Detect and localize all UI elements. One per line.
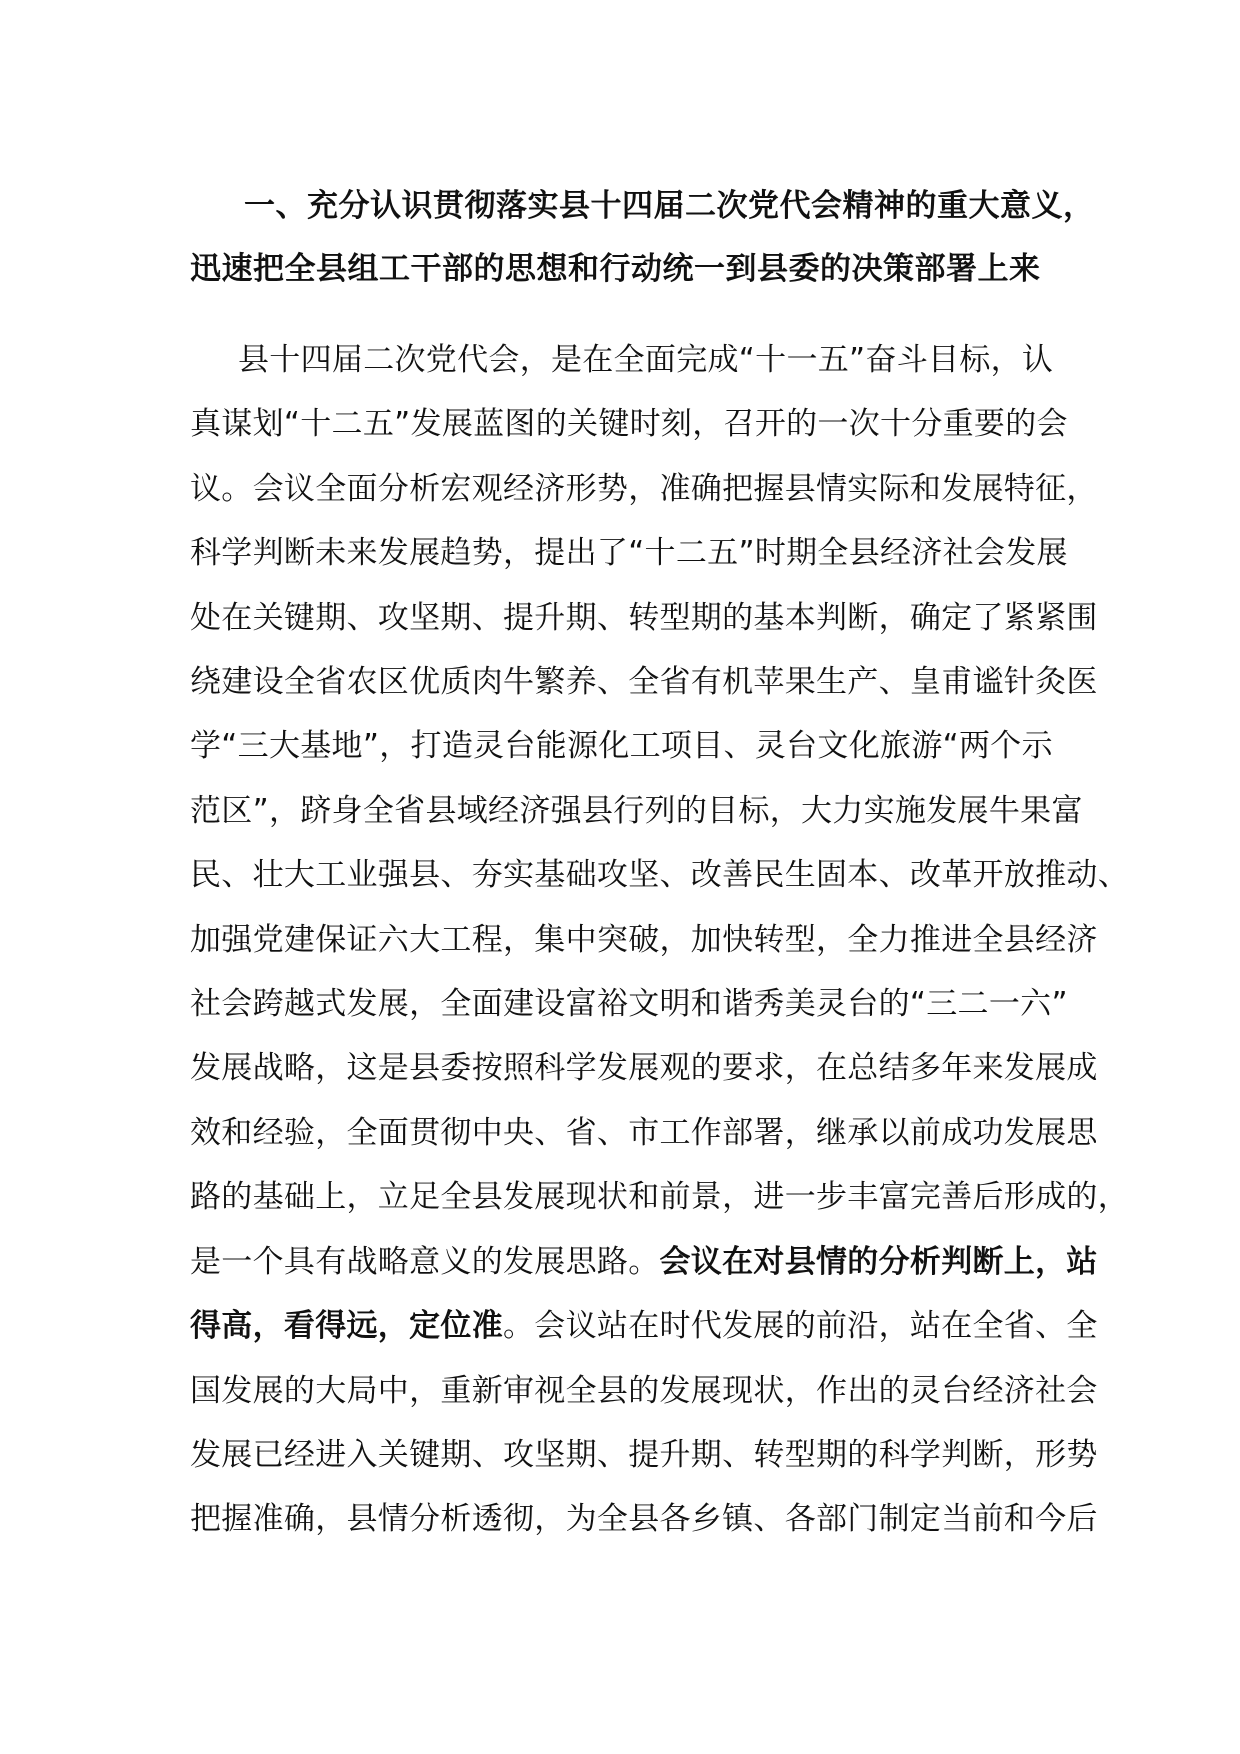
bold-emphasis: 会议在对县情的分析判断上，站 xyxy=(659,1243,1098,1280)
paragraph-line: 发展已经进入关键期、攻坚期、提升期、转型期的科学判断，形势 xyxy=(190,1436,1098,1473)
paragraph-line: 民、壮大工业强县、夯实基础攻坚、改善民生固本、改革开放推动、 xyxy=(190,857,1129,894)
paragraph-line: 把握准确，县情分析透彻，为全县各乡镇、各部门制定当前和今后 xyxy=(190,1501,1098,1538)
paragraph-line: 议。会议全面分析宏观经济形势，准确把握县情实际和发展特征， xyxy=(190,470,1098,507)
paragraph-line: 效和经验，全面贯彻中央、省、市工作部署，继承以前成功发展思 xyxy=(190,1114,1098,1151)
normal-text: 是一个具有战略意义的发展思路。 xyxy=(190,1243,660,1280)
paragraph-line: 绕建设全省农区优质肉牛繁养、全省有机苹果生产、皇甫谧针灸医 xyxy=(190,664,1098,701)
paragraph-line: 加强党建保证六大工程，集中突破，加快转型，全力推进全县经济 xyxy=(190,921,1098,958)
heading-line-2: 迅速把全县组工干部的思想和行动统一到县委的决策部署上来 xyxy=(190,251,1041,287)
paragraph-line: 路的基础上，立足全县发展现状和前景，进一步丰富完善后形成的， xyxy=(190,1179,1129,1216)
section-heading xyxy=(190,175,1095,301)
paragraph-line: 社会跨越式发展，全面建设富裕文明和谐秀美灵台的“三二一六” xyxy=(190,986,1068,1023)
paragraph-line: 科学判断未来发展趋势，提出了“十二五”时期全县经济社会发展 xyxy=(190,535,1068,572)
paragraph-line: 处在关键期、攻坚期、提升期、转型期的基本判断，确定了紧紧围 xyxy=(190,599,1098,636)
paragraph-line: 真谋划“十二五”发展蓝图的关键时刻，召开的一次十分重要的会 xyxy=(190,406,1068,443)
paragraph-line: 发展战略，这是县委按照科学发展观的要求，在总结多年来发展成 xyxy=(190,1050,1098,1087)
paragraph-line: 县十四届二次党代会，是在全面完成“十一五”奋斗目标，认 xyxy=(238,342,1054,378)
normal-text: 。会议站在时代发展的前沿，站在全省、全 xyxy=(503,1308,1098,1345)
paragraph-line-mixed xyxy=(190,1230,1098,1294)
paragraph-line-mixed xyxy=(190,1294,1098,1358)
paragraph-line: 范区”，跻身全省县域经济强县行列的目标，大力实施发展牛果富 xyxy=(190,792,1083,829)
bold-emphasis: 得高，看得远，定位准 xyxy=(190,1308,503,1345)
body-paragraph xyxy=(190,328,1129,1552)
paragraph-line: 学“三大基地”，打造灵台能源化工项目、灵台文化旅游“两个示 xyxy=(190,728,1053,765)
paragraph-line: 国发展的大局中，重新审视全县的发展现状，作出的灵台经济社会 xyxy=(190,1372,1098,1409)
heading-line-1: 一、充分认识贯彻落实县十四届二次党代会精神的重大意义， xyxy=(244,188,1095,224)
